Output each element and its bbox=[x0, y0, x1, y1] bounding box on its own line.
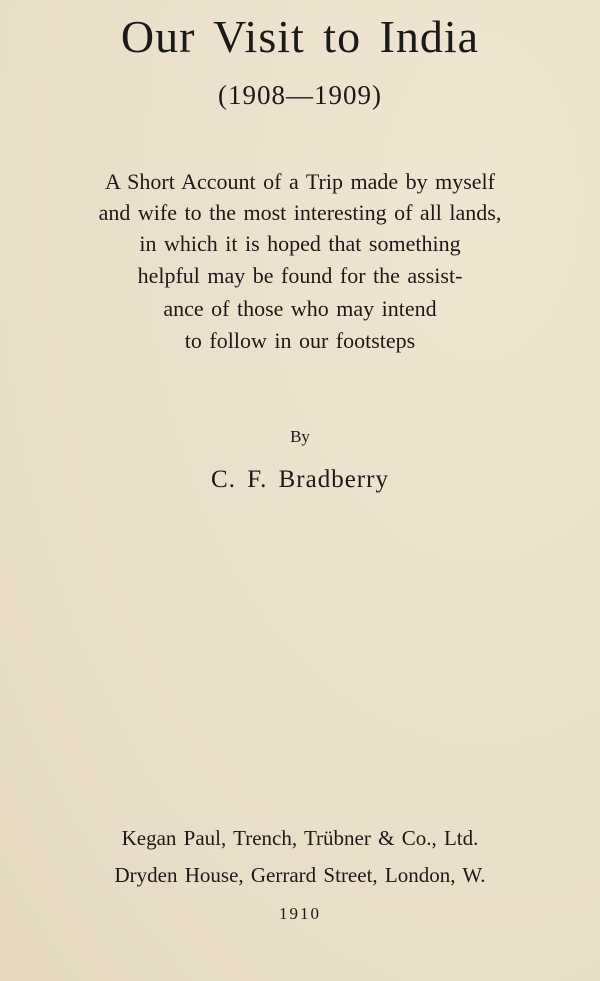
author-name: C. F. Bradberry bbox=[211, 466, 389, 493]
description-line: ance of those who may intend bbox=[163, 296, 437, 321]
description-line: helpful may be found for the assist- bbox=[137, 263, 463, 288]
description-line: to follow in our footsteps bbox=[184, 328, 416, 353]
book-title: Our Visit to India bbox=[120, 11, 480, 62]
description-line: in which it is hoped that something bbox=[139, 231, 461, 256]
publication-year: 1910 bbox=[279, 904, 321, 923]
publisher-line: Kegan Paul, Trench, Trübner & Co., Ltd. bbox=[121, 826, 479, 850]
description-line: and wife to the most interesting of all lands, bbox=[98, 200, 502, 225]
publisher-line: Dryden House, Gerrard Street, London, W. bbox=[114, 863, 486, 887]
by-label: By bbox=[290, 427, 310, 446]
description-line: A Short Account of a Trip made by myself bbox=[105, 169, 495, 194]
book-subtitle-dates: (1908—1909) bbox=[218, 80, 382, 110]
